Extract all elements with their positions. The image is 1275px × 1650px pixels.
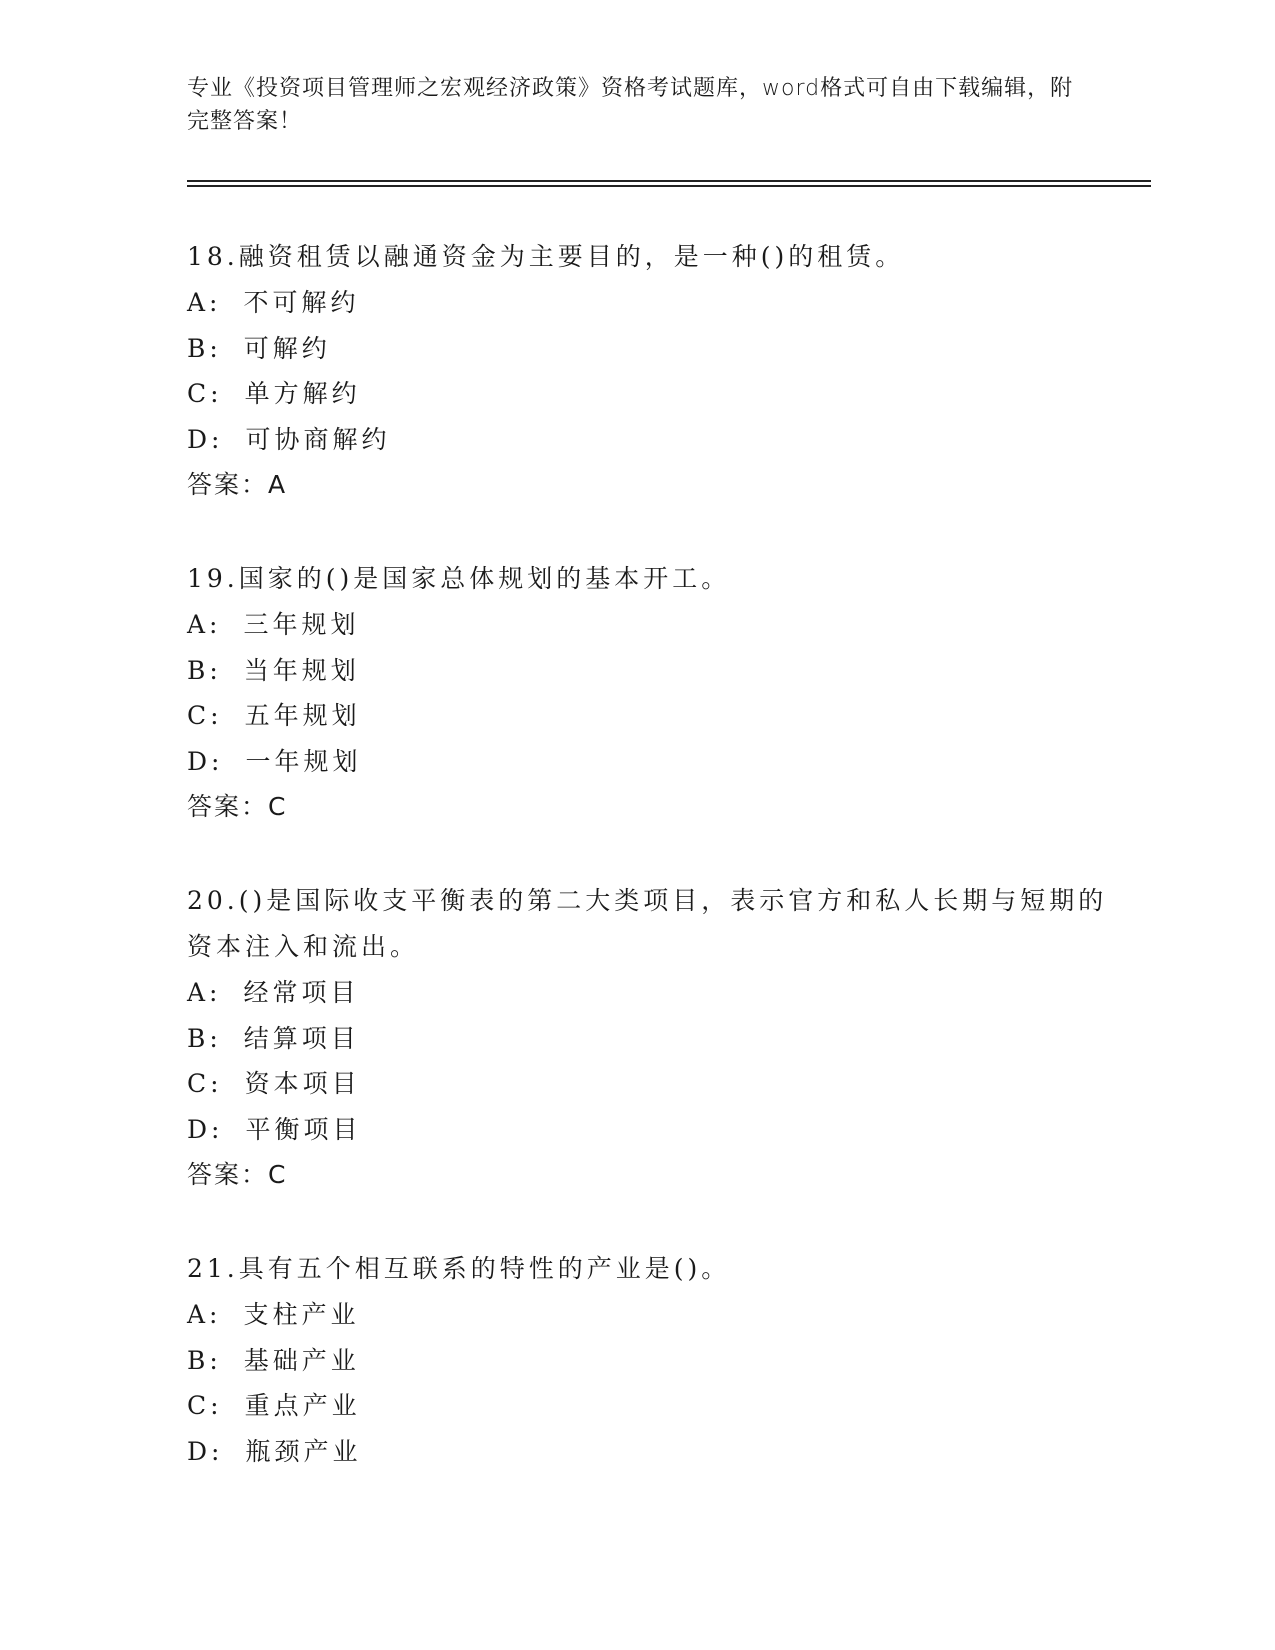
option-text: 单方解约 [244, 379, 361, 408]
option-letter: D: [187, 424, 224, 454]
option-d [187, 739, 1127, 785]
option-letter: B: [187, 333, 222, 363]
answer-line: 答案：C [187, 1160, 288, 1189]
option-text: 资本项目 [244, 1069, 361, 1098]
header-divider-top [187, 180, 1151, 182]
option-letter: B: [187, 1345, 222, 1375]
option-c [187, 1061, 1127, 1107]
option-letter: A: [187, 288, 222, 317]
option-text: 重点产业 [244, 1391, 361, 1420]
option-text: 可协商解约 [245, 424, 391, 454]
question-stem: 19.国家的()是国家总体规划的基本开工。 [187, 564, 731, 593]
option-text: 一年规划 [245, 746, 362, 776]
option-letter: C: [187, 379, 223, 408]
option-d [187, 417, 1127, 463]
option-letter: B: [187, 655, 222, 685]
option-b [187, 648, 1127, 694]
option-a [187, 1292, 1127, 1338]
option-d [187, 1429, 1127, 1475]
option-letter: C: [187, 701, 223, 730]
option-letter: A: [187, 1300, 222, 1329]
option-text: 平衡项目 [245, 1114, 362, 1144]
option-text: 支柱产业 [243, 1300, 360, 1329]
option-letter: C: [187, 1391, 223, 1420]
question-stem: 20.()是国际收支平衡表的第二大类项目，表示官方和私人长期与短期的资本注入和流出。 [187, 886, 1108, 961]
question-19 [187, 556, 1127, 829]
option-text: 五年规划 [244, 701, 361, 730]
question-list [187, 234, 1127, 1474]
question-21 [187, 1246, 1127, 1474]
option-b [187, 326, 1127, 372]
option-c [187, 693, 1127, 739]
option-text: 瓶颈产业 [245, 1436, 362, 1466]
question-stem: 18.融资租赁以融通资金为主要目的，是一种()的租赁。 [187, 242, 905, 271]
option-a [187, 602, 1127, 648]
option-text: 基础产业 [243, 1345, 360, 1375]
question-20 [187, 878, 1127, 1197]
option-c [187, 371, 1127, 417]
option-letter: C: [187, 1069, 223, 1098]
option-letter: A: [187, 978, 222, 1007]
option-letter: B: [187, 1023, 222, 1053]
option-text: 当年规划 [243, 655, 360, 685]
answer-line: 答案：C [187, 792, 288, 821]
option-c [187, 1383, 1127, 1429]
option-d [187, 1107, 1127, 1153]
question-18 [187, 234, 1127, 507]
option-letter: D: [187, 746, 224, 776]
option-b [187, 1016, 1127, 1062]
option-letter: D: [187, 1114, 224, 1144]
option-a [187, 970, 1127, 1016]
option-a [187, 280, 1127, 326]
document-header: 专业《投资项目管理师之宏观经济政策》资格考试题库，word格式可自由下载编辑，附完整答案！ [187, 76, 1074, 134]
option-letter: D: [187, 1436, 224, 1466]
option-text: 可解约 [243, 333, 331, 363]
option-text: 结算项目 [243, 1023, 360, 1053]
option-text: 经常项目 [243, 978, 360, 1007]
option-b [187, 1338, 1127, 1384]
option-text: 三年规划 [243, 610, 360, 639]
answer-line: 答案：A [187, 470, 288, 499]
question-stem: 21.具有五个相互联系的特性的产业是()。 [187, 1254, 731, 1283]
header-divider-bottom [187, 185, 1151, 187]
option-text: 不可解约 [243, 288, 360, 317]
option-letter: A: [187, 610, 222, 639]
